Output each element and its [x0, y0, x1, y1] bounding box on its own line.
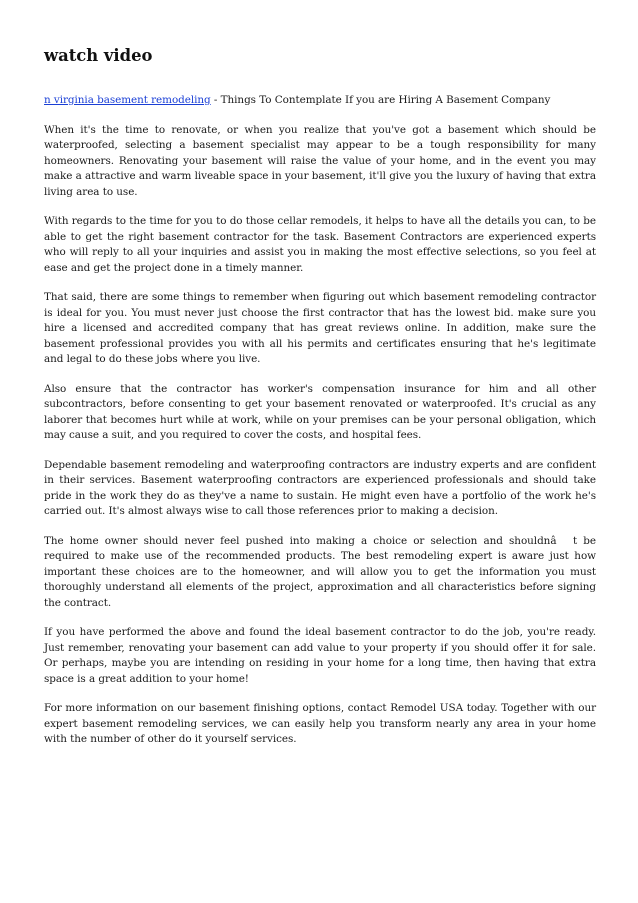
paragraph-5: Dependable basement remodeling and waterproofing contractors are industry experts and are confident in their services. Basement waterproofing contractors are experienced professionals and should take pride in the work they do as they've a name to sustain. He might even have a portfolio of the work he's carried out. It's almost always wise to call those references prior to making a decision.: [44, 458, 596, 517]
intro-rest-text: - Things To Contemplate If you are Hiring A Basement Company: [210, 94, 551, 106]
paragraph-7: If you have performed the above and found the ideal basement contractor to do the job, you're ready. Just remember, renovating your basement can add value to your property if you should offer it for sale. Or perhaps, maybe you are intending on residing in your home for a long time, then having that extra space is a great addition to your home!: [44, 626, 596, 685]
paragraph-3: That said, there are some things to remember when figuring out which basement remodeling contractor is ideal for you. You must never just choose the first contractor that has the lowest bid. make sure you hire a licensed and accredited company that has great reviews online. In addition, make sure the basement professional provides you with all his permits and certificates ensuring that he's legitimate and legal to do these jobs where you live.: [44, 291, 596, 365]
paragraph-2: With regards to the time for you to do those cellar remodels, it helps to have all the details you can, to be able to get the right basement contractor for the task. Basement Contractors are experienced experts who will reply to all your inquiries and assist you in making the most effective selections, so you feel at ease and get the project done in a timely manner.: [44, 215, 596, 274]
intro-line: [44, 93, 596, 109]
paragraph-6: The home owner should never feel pushed into making a choice or selection and shouldnât be required to make use of the recommended products. The best remodeling expert is aware just how important these choices are to the homeowner, and will allow you to get the information you must thoroughly understand all elements of the project, approximation and all characteristics before signing the contract.: [44, 534, 596, 609]
basement-remodeling-link[interactable]: n virginia basement remodeling: [44, 94, 211, 106]
page-title: watch video: [44, 46, 153, 65]
document-page: [44, 46, 596, 762]
paragraph-8: For more information on our basement finishing options, contact Remodel USA today. Together with our expert basement remodeling services, we can easily help you transform nearly any area in your home with the number of other do it yourself services.: [44, 702, 596, 745]
paragraph-1: When it's the time to renovate, or when you realize that you've got a basement which should be waterproofed, selecting a basement specialist may appear to be a tough responsibility for many homeowners. Renovating your basement will raise the value of your home, and in the event you may make a attractive and warm liveable space in your basement, it'll give you the luxury of having that extra living area to use.: [44, 123, 596, 198]
paragraph-4: Also ensure that the contractor has worker's compensation insurance for him and all other subcontractors, before consenting to get your basement renovated or waterproofed. It's crucial as any laborer that becomes hurt while at work, while on your premises can be your personal obligation, which may cause a suit, and you required to cover the costs, and hospital fees.: [44, 382, 596, 441]
